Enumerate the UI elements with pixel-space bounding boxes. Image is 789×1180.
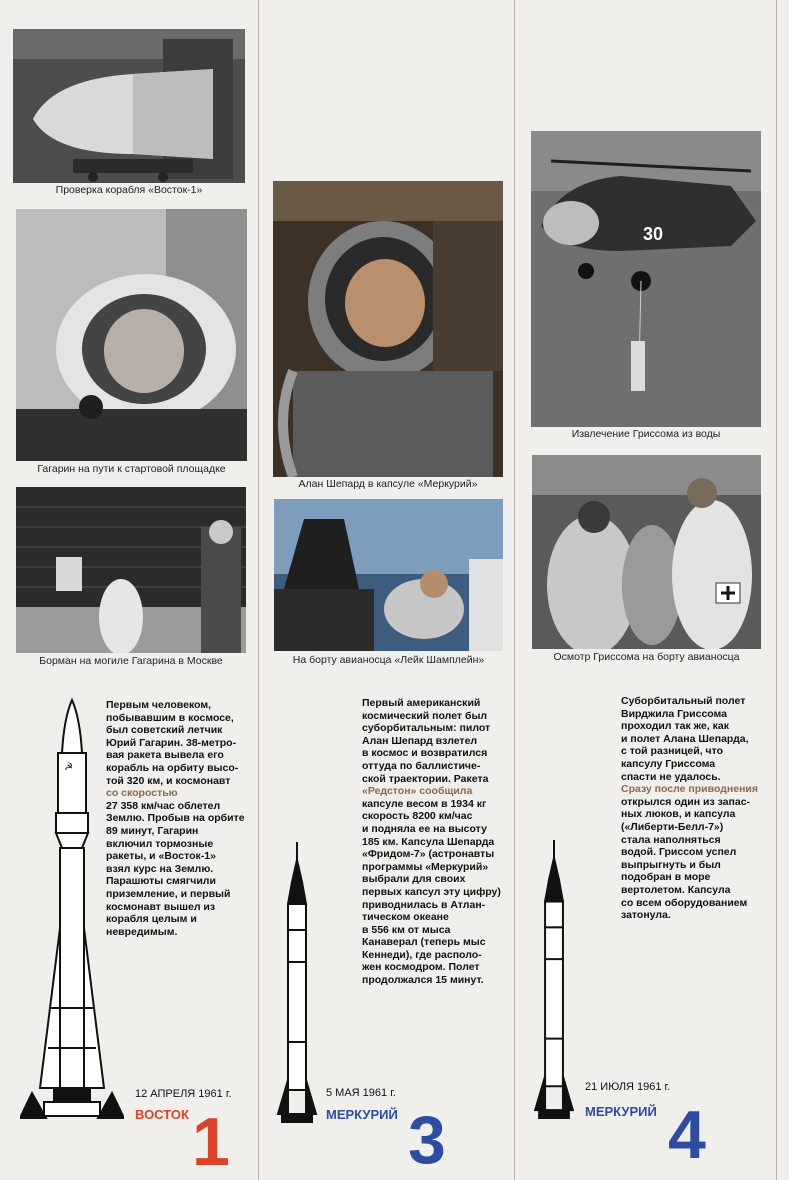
text-line: проходил так же, как	[621, 720, 729, 733]
mission-number-mercury-3: 3	[408, 1102, 446, 1178]
vostok-rocket-illustration	[20, 698, 124, 1123]
text-line: скорость 8200 км/час	[362, 810, 473, 823]
text-line: в космос и возвратился	[362, 747, 488, 760]
text-line: оттуда по баллистиче-	[362, 759, 481, 772]
text-line: 27 358 км/час облетел	[106, 799, 221, 812]
text-line: был советский летчик	[106, 724, 223, 737]
text-line: выбрали для своих	[362, 873, 466, 886]
text-line: программы «Меркурий»	[362, 860, 489, 873]
text-line: («Либерти-Белл-7»)	[621, 820, 724, 833]
caption-gagarin: Гагарин на пути к стартовой площадке	[37, 463, 226, 475]
text-line: вертолетом. Капсула	[621, 883, 731, 896]
text-line: затонула.	[621, 909, 671, 922]
text-line: Кеннеди), где располо-	[362, 948, 482, 961]
column-divider-3	[776, 0, 777, 1180]
text-line: Суборбитальный полет	[621, 695, 746, 707]
launch-date-vostok: 12 АПРЕЛЯ 1961 г.	[135, 1088, 232, 1100]
text-line: жен космодром. Полет	[362, 961, 480, 974]
program-name-mercury-4: МЕРКУРИЙ	[585, 1104, 657, 1119]
text-line: тическом океане	[362, 911, 449, 924]
text-line: ных люков, и капсула	[621, 808, 736, 821]
body-text-vostok	[106, 699, 245, 938]
text-line: со всем оборудованием	[621, 896, 748, 909]
caption-borman: Борман на могиле Гагарина в Москве	[39, 655, 223, 667]
column-divider-1	[258, 0, 259, 1180]
photo-shepard-capsule	[273, 181, 503, 477]
caption-vostok-inspection: Проверка корабля «Восток-1»	[55, 184, 203, 196]
text-line: Алан Шепард взлетел	[362, 734, 478, 747]
text-line: выпрыгнуть и был	[621, 858, 721, 871]
text-line: ской траектории. Ракета	[362, 772, 489, 785]
mission-number-mercury-4: 4	[668, 1097, 706, 1173]
text-line: 89 минут, Гагарин	[106, 824, 199, 837]
svg-text:☭: ☭	[64, 762, 73, 773]
photo-vostok-inspection	[13, 29, 245, 183]
mercury-redstone-rocket-illustration	[276, 842, 318, 1124]
caption-shepard-capsule: Алан Шепард в капсуле «Меркурий»	[298, 478, 478, 490]
text-line: и подняла ее на высоту	[362, 822, 487, 835]
text-line: и полет Алана Шепарда,	[621, 732, 749, 745]
text-line: корабль на орбиту высо-	[106, 761, 239, 774]
text-line: стала наполняться	[621, 833, 721, 846]
text-line-highlight: со скоростью	[106, 787, 178, 800]
helicopter-number: 30	[643, 224, 664, 244]
text-line: продолжался 15 минут.	[362, 974, 484, 987]
text-line: «Фридом-7» (астронавты	[362, 848, 495, 861]
text-line: приземление, и первый	[106, 887, 231, 900]
text-line: водой. Гриссом успел	[621, 846, 737, 859]
text-line: невредимым.	[106, 925, 178, 938]
text-line: Канаверал (теперь мыс	[362, 936, 486, 949]
launch-date-mercury-3: 5 МАЯ 1961 г.	[326, 1087, 396, 1099]
photo-lake-champlain	[274, 499, 503, 651]
text-line: корабля целым и	[106, 913, 197, 926]
caption-grissom-rescue: Извлечение Гриссома из воды	[571, 428, 721, 440]
photo-gagarin	[16, 209, 247, 461]
photo-grissom-rescue	[531, 131, 761, 427]
launch-date-mercury-4: 21 ИЮЛЯ 1961 г.	[585, 1081, 671, 1093]
caption-lake-champlain: На борту авианосца «Лейк Шамплейн»	[292, 654, 485, 666]
photo-borman	[16, 487, 246, 653]
text-line: Вирджила Гриссома	[621, 707, 728, 720]
text-line: капсуле весом в 1934 кг	[362, 797, 487, 810]
text-line: приводнилась в Атлан-	[362, 898, 486, 911]
text-line: подобран в море	[621, 871, 711, 884]
text-line: ракеты, и «Восток-1»	[106, 850, 216, 863]
body-text-mercury-4	[621, 695, 758, 922]
text-line: в 556 км от мыса	[362, 923, 451, 936]
text-line: спасти не удалось.	[621, 770, 721, 783]
text-line: Землю. Пробыв на орбите	[106, 812, 245, 825]
body-text-mercury-3	[362, 697, 501, 987]
text-line: включил тормозные	[106, 837, 214, 850]
text-line: 185 км. Капсула Шепарда	[362, 835, 495, 848]
photo-grissom-exam	[532, 455, 761, 649]
text-line: побывавшим в космосе,	[106, 711, 234, 724]
text-line: вая ракета вывела его	[106, 749, 224, 762]
text-line: Первый американский	[362, 697, 481, 709]
text-line-highlight: «Редстон» сообщила	[362, 785, 473, 798]
text-line: взял курс на Землю.	[106, 862, 214, 875]
program-name-mercury-3: МЕРКУРИЙ	[326, 1107, 398, 1122]
text-line-highlight: Сразу после приводнения	[621, 783, 758, 796]
text-line: Юрий Гагарин. 38-метро-	[106, 736, 237, 749]
text-line: той 320 км, и космонавт	[106, 774, 231, 787]
text-line: открылся один из запас-	[621, 795, 751, 808]
text-line: первых капсул эту цифру)	[362, 885, 501, 898]
text-line: с той разницей, что	[621, 745, 724, 758]
mission-number-vostok: 1	[192, 1104, 230, 1180]
caption-grissom-exam: Осмотр Гриссома на борту авианосца	[553, 651, 740, 663]
column-divider-2	[514, 0, 515, 1180]
text-line: суборбитальным: пилот	[362, 722, 491, 735]
program-name-vostok: ВОСТОК	[135, 1107, 189, 1122]
text-line: космонавт вышел из	[106, 900, 216, 913]
text-line: космический полет был	[362, 709, 488, 722]
text-line: Первым человеком,	[106, 699, 212, 711]
text-line: Парашюты смягчили	[106, 875, 216, 888]
text-line: капсулу Гриссома	[621, 757, 716, 770]
mercury-redstone-rocket-illustration-2	[533, 840, 575, 1120]
